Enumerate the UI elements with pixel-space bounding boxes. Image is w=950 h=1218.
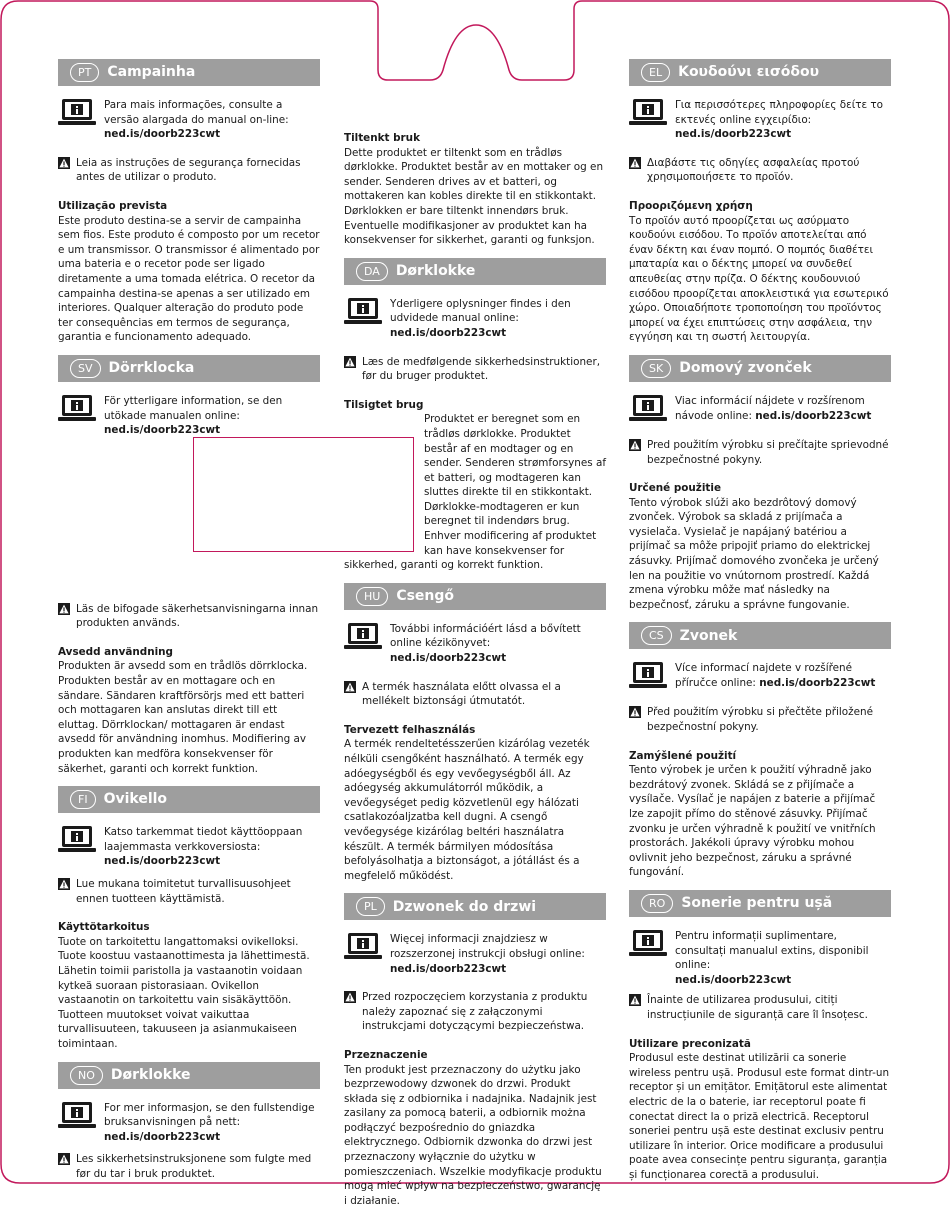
language-code-badge: EL [641,63,670,82]
warning-text: Läs de bifogade säkerhetsanvisningarna innan produkten används. [76,602,319,630]
section-title: Κουδούνι εισόδου [678,64,820,81]
subsection-title: Tilsigtet brug [344,398,424,411]
column-left [58,59,320,1192]
warning-triangle-icon [344,991,356,1003]
subsection-title: Určené použitie [629,482,721,495]
section-header [344,258,606,285]
info-block [344,622,606,666]
section-title: Zvonek [679,627,738,644]
section-header [629,355,891,382]
warning-triangle-icon [344,356,356,368]
warning-triangle-icon [629,157,641,169]
section-da [344,258,606,573]
body-text: Produsul este destinat utilizării ca sonerie wireless pentru ușă. Produsul este format dintr-un receptor și un emițător. Emițătorul este alimentat electric de la o baterie, iar receptorul poate fi conectat direct la o priză electrică. Receptorul soneriei pentru ușă este destinat exclusiv pentru utilizare în interior. Orice modificare a produsului poate avea consecințe pentru siguranța, garanția și funcționarea corectă a produsului. [629,1052,890,1181]
warning-text: Les sikkerhetsinstruksjonene som fulgte med før du tar i bruk produktet. [76,1153,312,1180]
section-pl [344,893,606,1208]
body-text: Produkten är avsedd som en trådlös dörrklocka. Produkten består av en mottagare och en sändare. Sändaren kraftförsörjs med ett batteri och mottagaren kan anslutas direkt till ett eluttag. Dörrklockan/ mottagaren är endast avsedd för användning inomhus. Modifiering av produkten kan medföra konsekvenser för säkerhet, garanti och korrekt funktion. [58,660,308,775]
section-sv [58,355,320,776]
manual-link[interactable]: ned.is/doorb223cwt [390,962,507,975]
laptop-info-icon [344,297,382,327]
section-no-continued [344,131,606,248]
section-header [58,1062,320,1089]
section-hu [344,583,606,884]
info-block [344,297,606,341]
laptop-info-icon [58,394,96,424]
section-el [629,59,891,345]
warning-triangle-icon [58,603,70,615]
section-title: Ovikello [103,791,168,808]
warning-block [58,1152,320,1181]
laptop-info-icon [344,622,382,652]
body-text: Este produto destina-se a servir de campainha sem fios. Este produto é composto por um recetor e um transmissor. O transmissor é alimentado por uma bateria e o recetor pode ser ligado diretamente a uma tomada elétrica. O recetor da campainha destina-se apenas a ser utilizado em interiores. Qualquer alteração do produto pode ter consequências em termos de segurança, garantia e funcionamento adequado. [58,214,320,344]
laptop-info-icon [629,394,667,424]
language-code-badge: HU [356,587,388,606]
body-text: A termék rendeltetésszerűen kizárólag vezeték nélküli csengőként használható. A termék egy adóegységből és egy vevőegységből áll. Az adóegység akkumulátorról működik, a vevőegységet pedig közvetlenül egy hálózati csatlakozóaljzatba kell dugni. A csengő vevőegysége kizárólag beltéri használatra készült. A termék bármilyen módosítása befolyásolhatja a biztonságot, a jótállást és a megfelelő működést. [344,738,590,882]
info-text: För ytterligare information, se den utökade manualen online: [104,394,283,422]
column-middle [344,131,606,1218]
warning-block [344,680,606,709]
info-block [58,394,320,438]
language-code-badge: DA [356,262,388,281]
info-text: Για περισσότερες πληροφορίες δείτε το εκτενές online εγχειρίδιο: [675,99,884,126]
subsection-title: Avsedd användning [58,645,173,658]
warning-block [629,705,891,734]
section-title: Sonerie pentru ușă [681,895,833,912]
subsection-title: Tervezett felhasználás [344,723,476,736]
laptop-info-icon [58,825,96,855]
section-fi [58,786,320,1051]
section-header [58,59,320,86]
info-text: Więcej informacji znajdziesz w rozszerzonej instrukcji obsługi online: [390,933,585,960]
warning-text: Pred použitím výrobku si prečítajte sprievodné bezpečnostné pokyny. [647,438,889,466]
subsection-title: Zamýšlené použití [629,749,737,762]
section-header [344,583,606,610]
section-pt [58,59,320,345]
warning-block [58,602,320,631]
section-header [58,355,320,382]
body-text [344,412,606,573]
warning-triangle-icon [58,1153,70,1165]
manual-link[interactable]: ned.is/doorb223cwt [675,973,792,986]
laptop-info-icon [58,1101,96,1131]
info-text: Viac informácií nájdete v rozšírenom návode online: [675,394,865,422]
warning-block [344,355,606,384]
warning-triangle-icon [629,706,641,718]
section-header [629,59,891,86]
body-text: Tento výrobek je určen k použití výhradně jako bezdrátový zvonek. Skládá se z přijímače a vysílače. Vysílač je napájen z baterie a přijímač lze zapojit přímo do stěnové zásuvky. Přijímač zvonku je určen výhradně k použití ve vnitřních prostorách. Jakékoli úpravy výrobku mohou ovlivnit jeho bezpečnost, záruku a správné fungování. [629,764,876,879]
laptop-info-icon [629,661,667,691]
manual-link[interactable]: ned.is/doorb223cwt [390,652,507,665]
info-text: További információért lásd a bővített online kézikönyvet: [390,622,581,650]
cutout-spacer [58,438,320,588]
body-text: Tento výrobok slúži ako bezdrôtový domový zvonček. Výrobok sa skladá z prijímača a vysielača. Vysielač je napájaný batériou a prijímač sa môže pripojiť priamo do elektrickej zásuvky. Prijímač domového zvončeka je určený len na použitie vo vnútornom prostredí. Každá zmena výrobku môže mať následky na bezpečnosť, záruku a správne fungovanie. [629,496,879,611]
info-text: Katso tarkemmat tiedot käyttöoppaan laajemmasta verkkoversiosta: [104,826,303,853]
subsection-title: Προοριζόμενη χρήση [629,199,753,212]
section-sk [629,355,891,613]
language-code-badge: FI [70,790,96,809]
section-cs [629,622,891,880]
section-title: Domový zvonček [679,360,812,377]
manual-link[interactable]: ned.is/doorb223cwt [104,424,221,437]
warning-triangle-icon [344,681,356,693]
section-ro [629,890,891,1183]
info-block [629,929,891,987]
subsection-title: Tiltenkt bruk [344,132,420,144]
warning-triangle-icon [629,994,641,1006]
warning-text: Læs de medfølgende sikkerhedsinstruktioner, før du bruger produktet. [362,355,601,383]
info-block [629,394,891,424]
section-header [629,890,891,917]
language-code-badge: SK [641,359,671,378]
section-no [58,1062,320,1182]
warning-text: Przed rozpoczęciem korzystania z produktu należy zapoznać się z załączonymi instrukcjami dotyczącymi bezpieczeństwa. [362,991,588,1033]
info-text: Pentru informații suplimentare, consultați manualul extins, disponibil online: [675,929,869,972]
language-code-badge: CS [641,626,672,645]
warning-block [629,156,891,185]
warning-text: Διαβάστε τις οδηγίες ασφαλείας προτού χρησιμοποιήσετε το προϊόν. [647,156,860,184]
info-block [344,932,606,976]
language-code-badge: PT [70,63,99,82]
subsection-title: Utilização prevista [58,199,168,212]
manual-link[interactable]: ned.is/doorb223cwt [104,855,221,868]
warning-block [58,156,320,185]
info-block [58,1101,320,1145]
manual-link[interactable]: ned.is/doorb223cwt [104,1130,221,1143]
section-title: Dørklokke [110,1066,191,1083]
warning-text: Înainte de utilizarea produsului, citiți instrucțiunile de siguranță care îl însoțesc. [647,994,868,1021]
section-title: Campainha [107,64,196,81]
manual-link[interactable]: ned.is/doorb223cwt [759,677,876,690]
column-right [629,59,891,1192]
info-text: Více informací najdete v rozšířené příručce online: [675,662,852,690]
body-text: Το προϊόν αυτό προορίζεται ως ασύρματο κουδούνι εισόδου. Το προϊόν αποτελείται από έναν δέκτη και έναν πομπό. Ο πομπός διαθέτει μπαταρία και ο δέκτης μπορεί να συνδεθεί απευθείας στην πρίζα. Ο δέκτης κουδουνιού εισόδου προορίζεται αποκλειστικά για εσωτερικό χώρο. Οποιαδήποτε τροποποίηση του προϊόντος μπορεί να έχει επιπτώσεις στην ασφάλεια, την εγγύηση και τη σωστή λειτουργία. [629,214,889,344]
language-code-badge: PL [356,897,385,916]
language-code-badge: SV [70,359,101,378]
manual-link[interactable]: ned.is/doorb223cwt [675,128,792,141]
body-text: Tuote on tarkoitettu langattomaksi ovikelloksi. Tuote koostuu vastaanottimesta ja lähettimestä. Lähetin toimii paristolla ja vastaanotin voidaan kytkeä suoraan pistorasiaan. Ovikellon vastaanotin on tarkoitettu vain sisäkäyttöön. Tuotteen muutokset voivat vaikuttaa turvallisuuteen, takuuseen ja asianmukaiseen toimintaan. [58,935,310,1050]
body-text: Ten produkt jest przeznaczony do użytku jako bezprzewodowy dzwonek do drzwi. Produkt składa się z odbiornika i nadajnika. Nadajnik jest zasilany za pomocą baterii, a odbiornik można podłączyć bezpośrednio do gniazdka elektrycznego. Odbiornik dzwonka do drzwi jest przeznaczony wyłącznie do użytku w pomieszczeniach. Wszelkie modyfikacje produktu mogą mieć wpływ na bezpieczeństwo, gwarancję i działanie. [344,1063,602,1207]
laptop-info-icon [629,929,667,959]
section-title: Dørklokke [395,262,476,279]
section-header [58,786,320,813]
warning-block [629,438,891,467]
section-header [629,622,891,649]
warning-text: Leia as instruções de segurança fornecidas antes de utilizar o produto. [76,156,301,184]
info-block [629,661,891,691]
warning-block [344,990,606,1034]
subsection-title: Utilizare preconizată [629,1037,751,1050]
laptop-info-icon [344,932,382,962]
laptop-info-icon [58,98,96,128]
info-text: For mer informasjon, se den fullstendige bruksanvisningen på nett: [104,1101,315,1129]
manual-link[interactable]: ned.is/doorb223cwt [390,326,507,339]
manual-link[interactable]: ned.is/doorb223cwt [104,128,221,141]
section-header [344,893,606,920]
warning-text: Lue mukana toimitetut turvallisuusohjeet ennen tuotteen käyttämistä. [76,878,291,905]
warning-block [629,993,891,1022]
warning-triangle-icon [629,439,641,451]
warning-triangle-icon [58,157,70,169]
section-title: Dzwonek do drzwi [392,898,537,915]
section-title: Csengő [396,588,455,605]
laptop-info-icon [629,98,667,128]
language-code-badge: RO [641,894,673,913]
manual-link[interactable]: ned.is/doorb223cwt [755,409,872,422]
warning-text: A termék használata előtt olvassa el a mellékelt biztonsági útmutatót. [362,680,561,708]
warning-text: Před použitím výrobku si přečtěte přiložené bezpečnostní pokyny. [647,706,873,734]
warning-triangle-icon [58,878,70,890]
body-text: Dette produktet er tiltenkt som en trådløs dørklokke. Produktet består av en mottaker og en sender. Senderen drives av et batteri, og mottakeren kan kobles direkte til en stikkontakt. Dørklokken er bare tiltenkt innendørs bruk. Eventuelle modifikasjoner av produktet kan ha konsekvenser for sikkerhet, garanti og funksjon. [344,146,604,247]
language-code-badge: NO [70,1066,103,1085]
body-text-content: Produktet er beregnet som en trådløs dørklokke. Produktet består af en modtager og en sender. Senderen strømforsynes af et batteri, og modtageren kan sluttes direkte til en stikkontakt. Dørklokke-modtageren er kun beregnet til indendørs brug. Enhver modificering af produktet kan have konsekvenser for sikkerhed, garanti og korrekt funktion. [344,413,606,572]
info-text: Yderligere oplysninger findes i den udvidede manual online: [390,297,571,325]
section-title: Dörrklocka [108,360,195,377]
cutout-wrap-spacer [344,426,424,556]
info-block [58,825,320,869]
info-block [58,98,320,142]
subsection-title: Käyttötarkoitus [58,921,150,934]
info-block [629,98,891,142]
warning-block [58,877,320,906]
info-text: Para mais informações, consulte a versão alargada do manual on-line: [104,99,289,126]
subsection-title: Przeznaczenie [344,1048,428,1061]
